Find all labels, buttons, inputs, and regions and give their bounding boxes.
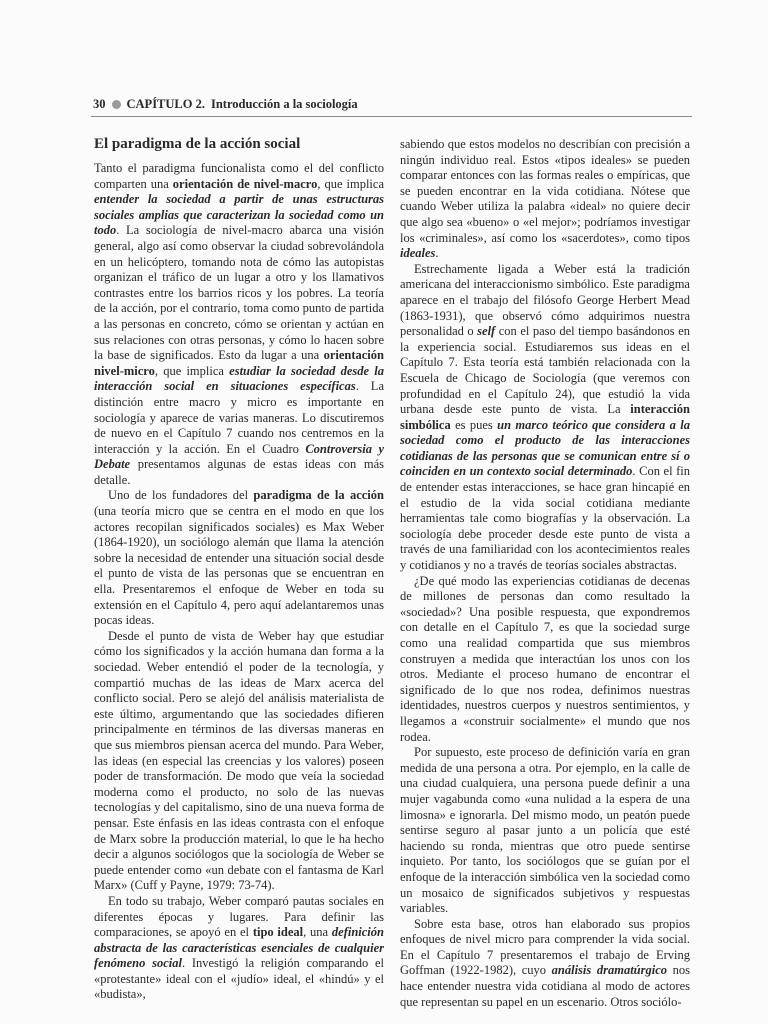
chapter-title: Introducción a la sociología	[210, 97, 358, 111]
paragraph: Sobre esta base, otros han elaborado sus propios enfoques de nivel micro para comprender la vida social. En el Capítulo 7 presentaremos el trabajo de Erving Goffman (1922-1982), cuyo análisis dramatúrgico nos hace entender nuestra vida cotidiana al modo de actores que representan su papel en un escenario. Otros sociólo-	[400, 916, 691, 1009]
page-number: 30	[93, 97, 106, 111]
paragraph: sabiendo que estos modelos no describían con precisión a ningún individuo real. Estos «tipos ideales» se pueden comparar entonces con las formas reales o empíricas, que se pueden encontrar en la vida cotidiana. Nótese que cuando Weber utiliza la palabra «ideal» no quiere decir que algo sea «bueno» o «el mejor»; podríamos investigar los «criminales», así como los «sacerdotes», como tipos ideales.	[400, 137, 690, 261]
paragraph: Estrechamente ligada a Weber está la tradición americana del interaccionismo simbólico. Este paradigma aparece en el trabajo del filósofo George Herbert Mead (1863-1931), que observó cómo adquirimos nuestra personalidad o self con el paso del tiempo basándonos en la experiencia social. Estudiaremos sus ideas en el Capítulo 7. Esta teoría está también relacionada con la Escuela de Chicago de Sociología (que veremos con profundidad en el Capítulo 24), que estudió la vida urbana desde este punto de vista. La interacción simbólica es pues un marco teórico que considera a la sociedad como el producto de las interacciones cotidianas de las personas que se comunican entre sí o coinciden en un contexto social determinado. Con el fin de entender estas interacciones, se hace gran hincapié en el estudio de la vida social cotidiana mediante herramientas tale como biografías y la observación. La sociología debe proceder desde este punto de vista a través de una familiaridad con los acontecimientos reales y cotidianos y no a través de teorías sociales abstractas.	[400, 261, 691, 573]
paragraph: Desde el punto de vista de Weber hay que estudiar cómo los significados y la acción humana dan forma a la sociedad. Weber entendió el poder de la tecnología, y compartió muchas de las ideas de Marx acerca del conflicto social. Pero se alejó del análisis materialista de este último, argumentando que las sociedades difieren principalmente en términos de las diversas maneras en que sus miembros piensan acerca del mundo. Para Weber, las ideas (en especial las creencias y los valores) poseen poder de transformación. De modo que veía la sociedad moderna como el producto, no solo de las nuevas tecnologías y del capitalismo, sino de una nueva forma de pensar. Este énfasis en las ideas contrasta con el enfoque de Marx sobre la producción material, lo que le ha hecho decir a algunos sociólogos que la sociología de Weber se puede entender como «un debate con el fantasma de Karl Marx» (Cuff y Payne, 1979: 73-74).	[94, 628, 384, 893]
paragraph: Por supuesto, este proceso de definición varía en gran medida de una persona a otra. Por ejemplo, en la calle de una ciudad cualquiera, una persona puede definir a una mujer vagabunda como «una nulidad a la espera de una limosna» e ignorarla. Del mismo modo, un peatón puede sentirse seguro al pasar junto a un policía que esté haciendo su ronda, mientras que otro puede sentirse inquieto. Por tanto, los sociólogos que se guían por el enfoque de la interacción simbólica ven la sociedad como un mosaico de significados subjetivos y respuestas variables.	[400, 745, 690, 916]
paragraph: Uno de los fundadores del paradigma de la acción (una teoría micro que se centra en el modo en que los actores recopilan significados sociales) es Max Weber (1864-1920), un sociólogo alemán que llama la atención sobre la necesidad de entender una situación social desde el punto de vista de las personas que se encuentran en ella. Presentaremos el enfoque de Weber en toda su extensión en el Capítulo 4, pero aquí adelantaremos unas pocas ideas.	[94, 488, 384, 628]
header-divider	[91, 116, 692, 117]
running-header	[93, 97, 690, 112]
paragraph: En todo su trabajo, Weber comparó pautas sociales en diferentes épocas y lugares. Para definir las comparaciones, se apoyó en el tipo ideal, una definición abstracta de las características esenciales de cualquier fenómeno social. Investigó la religión comparando el «protestante» ideal con el «judío» ideal, el «hindú» y el «budista»,	[94, 893, 384, 1002]
paragraph: ¿De qué modo las experiencias cotidianas de decenas de millones de personas dan como resultado la «sociedad»? Una posible respuesta, que expondremos con detalle en el Capítulo 7, es que la sociedad surge como una realidad compartida que sus miembros construyen a medida que interactúan los unos con los otros. Mediante el proceso humano de encontrar el significado de lo que nos rodea, definimos nuestras identidades, nuestros cuerpos y nuestros sentimientos, y llegamos a «construir socialmente» el mundo que nos rodea.	[400, 573, 690, 744]
bullet-dot-icon	[112, 100, 121, 109]
chapter-label: CAPÍTULO 2.	[126, 97, 205, 111]
left-column	[94, 133, 384, 1003]
section-title: El paradigma de la acción social	[94, 136, 301, 152]
right-column	[400, 137, 690, 1010]
paragraph: Tanto el paradigma funcionalista como el del conflicto comparten una orientación de nivel-macro, que implica entender la sociedad a partir de unas estructuras sociales amplias que caracterizan la sociedad como un todo. La sociología de nivel-macro abarca una visión general, algo así como observar la ciudad sobrevolándola en un helicóptero, tomando nota de cómo las autopistas organizan el tráfico de un lugar a otro y los llamativos contrastes entre los barrios ricos y los pobres. La teoría de la acción, por el contrario, toma como punto de partida a las personas en concreto, cómo se orientan y actúan en sus relaciones con otras personas, y cómo lo hacen sobre la base de significados. Esto da lugar a una orientación nivel-micro, que implica estudiar la sociedad desde la interacción social en situaciones específicas. La distinción entre macro y micro es importante en sociología y aparece de varias maneras. Lo discutiremos de nuevo en el Capítulo 7 cuando nos centremos en la interacción y la acción. En el Cuadro Controversia y Debate presentamos algunas de estas ideas con más detalle.	[94, 161, 384, 487]
